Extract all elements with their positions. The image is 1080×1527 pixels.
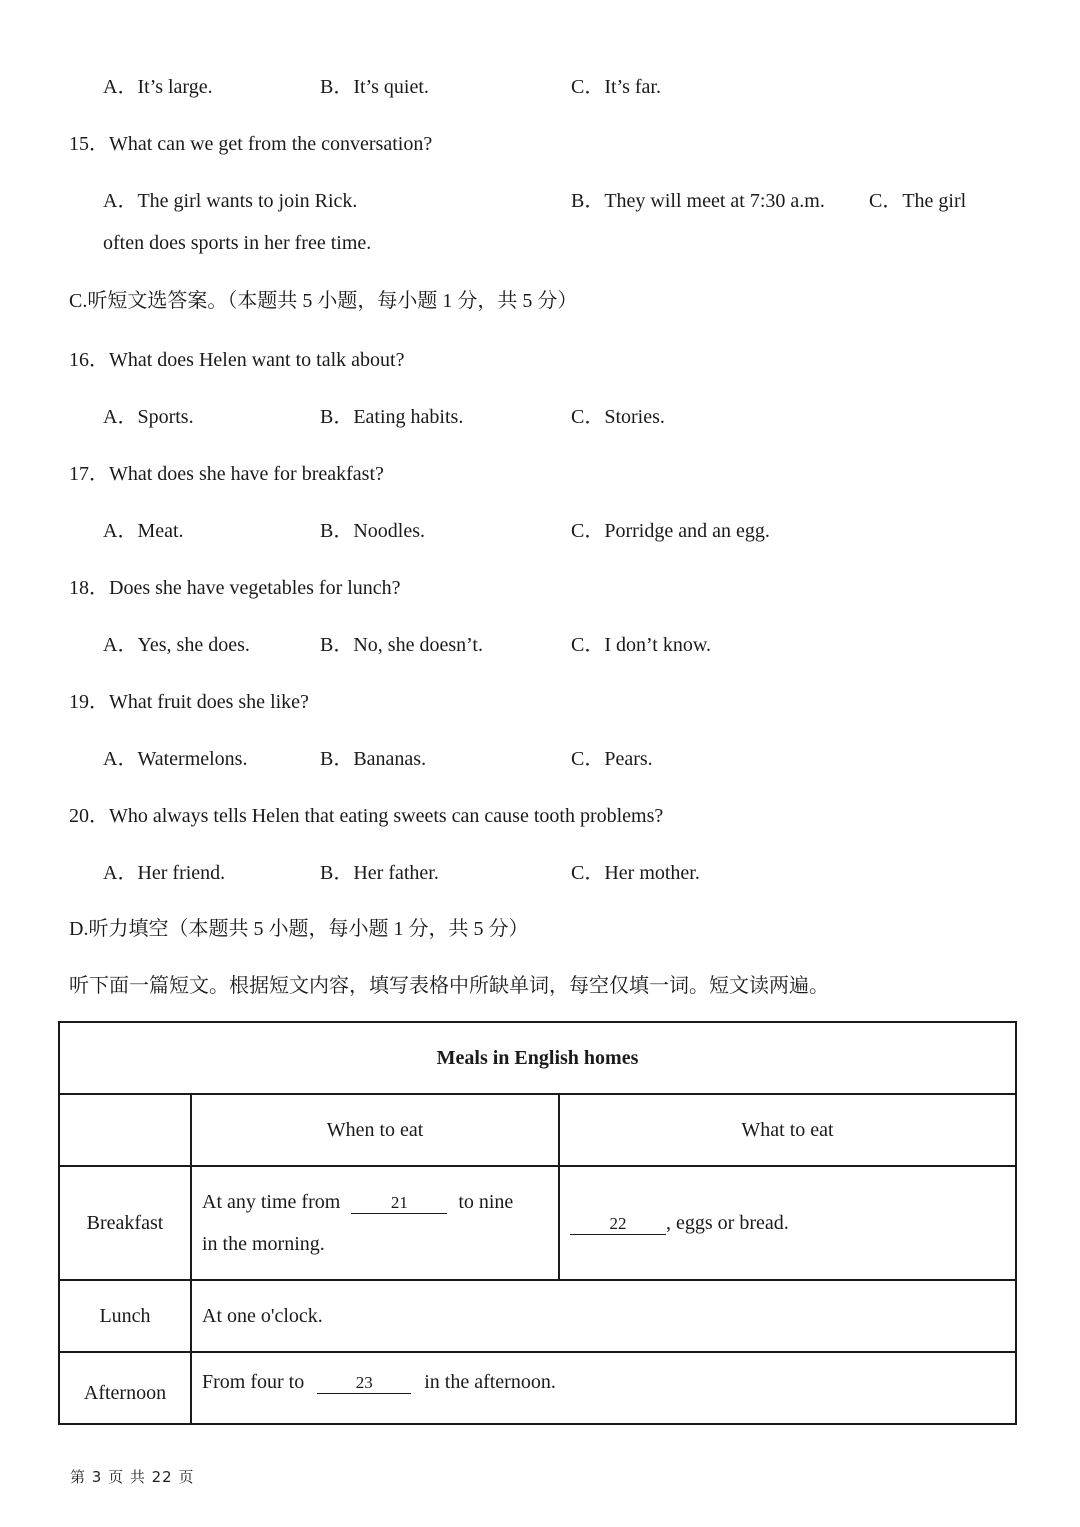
q17-option-a: A．Meat.	[103, 520, 184, 542]
q15-option-a: A．The girl wants to join Rick.	[103, 190, 358, 212]
afternoon-suffix: in the afternoon.	[424, 1370, 556, 1393]
table-header-what: What to eat	[559, 1094, 1016, 1166]
afternoon-prefix: From four to	[202, 1370, 305, 1393]
q15-option-b: B．They will meet at 7:30 a.m.	[571, 190, 825, 212]
page-footer: 第 3 页 共 22 页	[70, 1468, 195, 1486]
q20-question: 20．Who always tells Helen that eating sweets can cause tooth problems?	[69, 805, 664, 827]
q20-option-c: C．Her mother.	[571, 862, 700, 884]
q17-option-c: C．Porridge and an egg.	[571, 520, 770, 542]
table-title	[59, 1022, 1016, 1094]
q18-option-c: C．I don’t know.	[571, 634, 711, 656]
section-c-heading: C.听短文选答案。（本题共 5 小题，每小题 1 分，共 5 分）	[69, 290, 578, 312]
q19-option-c: C．Pears.	[571, 748, 653, 770]
row-label-breakfast: Breakfast	[59, 1166, 191, 1280]
q16-option-c: C．Stories.	[571, 406, 665, 428]
q19-option-b: B．Bananas.	[320, 748, 427, 770]
table-title-text: Meals in English homes	[436, 1046, 639, 1069]
q18-question: 18．Does she have vegetables for lunch?	[69, 577, 401, 599]
q18-option-b: B．No, she doesn’t.	[320, 634, 483, 656]
breakfast-when-suffix: to nine	[458, 1191, 514, 1213]
q14-option-b: B．It’s quiet.	[320, 76, 429, 98]
q16-option-b: B．Eating habits.	[320, 406, 464, 428]
q19-option-a: A．Watermelons.	[103, 748, 248, 770]
lunch-cell: At one o'clock.	[191, 1280, 1016, 1352]
table-header-empty	[59, 1094, 191, 1166]
blank-23[interactable]: 23	[317, 1373, 411, 1394]
section-d-heading: D.听力填空（本题共 5 小题，每小题 1 分，共 5 分）	[69, 918, 529, 940]
blank-21[interactable]: 21	[351, 1193, 447, 1214]
table-header-when: When to eat	[191, 1094, 559, 1166]
breakfast-what-suffix: , eggs or bread.	[666, 1211, 789, 1234]
q16-question: 16．What does Helen want to talk about?	[69, 349, 405, 371]
q17-option-b: B．Noodles.	[320, 520, 425, 542]
q19-question: 19．What fruit does she like?	[69, 691, 309, 713]
afternoon-cell	[191, 1352, 1016, 1424]
breakfast-when-cell	[191, 1166, 559, 1280]
row-label-afternoon: Afternoon	[59, 1352, 191, 1424]
blank-22[interactable]: 22	[570, 1214, 666, 1235]
breakfast-when-prefix: At any time from	[202, 1191, 341, 1213]
q15-option-c-continued: often does sports in her free time.	[103, 232, 372, 254]
meals-table	[58, 1021, 1017, 1425]
section-d-instructions: 听下面一篇短文。根据短文内容，填写表格中所缺单词，每空仅填一词。短文读两遍。	[69, 975, 829, 997]
q20-option-b: B．Her father.	[320, 862, 439, 884]
q14-option-a: A．It’s large.	[103, 76, 213, 98]
breakfast-what-cell	[559, 1166, 1016, 1280]
q16-option-a: A．Sports.	[103, 406, 194, 428]
row-label-lunch: Lunch	[59, 1280, 191, 1352]
q14-option-c: C．It’s far.	[571, 76, 661, 98]
breakfast-when-line2: in the morning.	[202, 1233, 325, 1255]
q18-option-a: A．Yes, she does.	[103, 634, 250, 656]
q17-question: 17．What does she have for breakfast?	[69, 463, 384, 485]
q15-question: 15．What can we get from the conversation?	[69, 133, 433, 155]
q20-option-a: A．Her friend.	[103, 862, 226, 884]
q15-option-c: C．The girl	[869, 190, 967, 212]
